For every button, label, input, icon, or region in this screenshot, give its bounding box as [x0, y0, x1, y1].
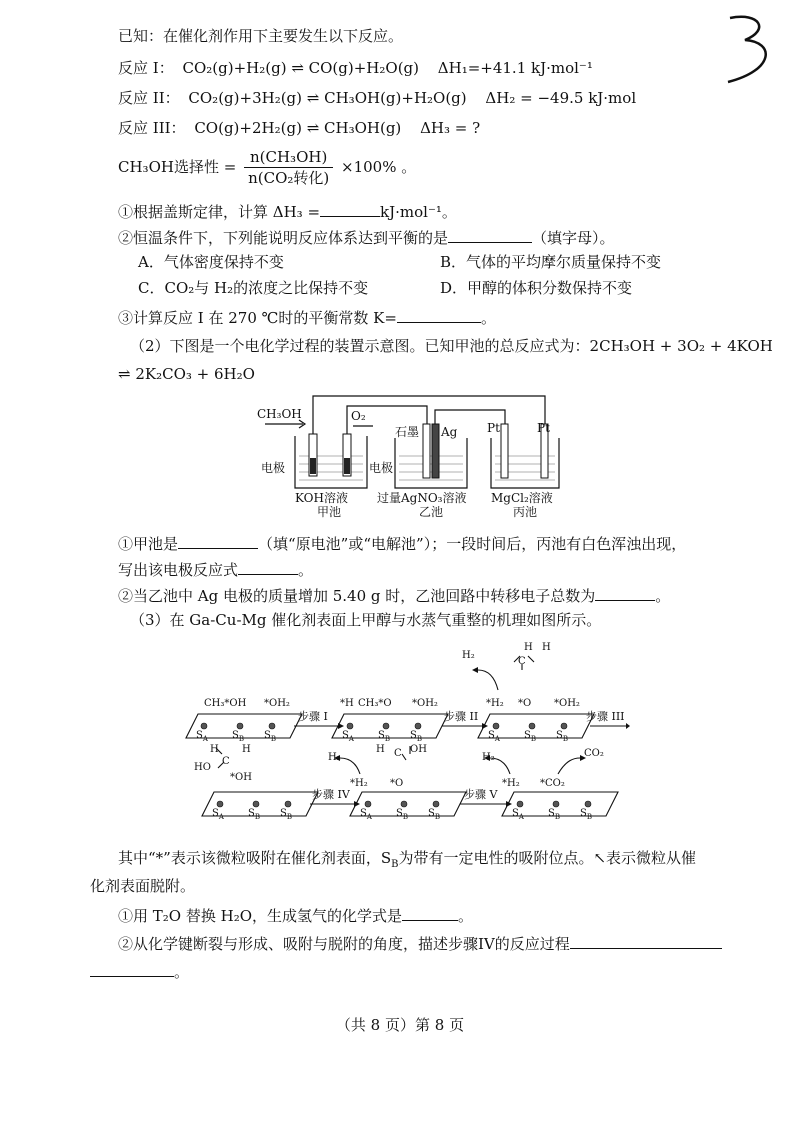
svg-text:SA: $S_A$ — [512, 808, 524, 821]
svg-text:*OH₂: *OH₂ — [264, 698, 290, 709]
svg-text:H: H — [524, 642, 533, 653]
svg-text:SB: $S_B$ — [280, 808, 293, 821]
reaction-3: 反应 III： CO(g)+2H₂(g) ⇌ CH₃OH(g) ΔH₃ = ? — [118, 119, 481, 137]
svg-text:H₂: H₂ — [462, 650, 475, 661]
svg-text:H₂: H₂ — [482, 752, 495, 763]
svg-text:H: H — [210, 744, 219, 755]
svg-text:C: C — [394, 748, 402, 759]
svg-text:SB: $S_B$ — [556, 730, 569, 743]
svg-text:SB: $S_B$ — [248, 808, 261, 821]
svg-text:C: C — [222, 756, 230, 767]
label-pool3-solution: MgCl₂溶液 — [491, 491, 553, 505]
svg-text:*OH₂: *OH₂ — [412, 698, 438, 709]
label-ag: Ag — [441, 425, 458, 439]
question-2-1: ①甲池是 （填“原电池”或“电解池”）；一段时间后，丙池有白色浑浊出现， — [118, 532, 686, 554]
question-1-3: ③计算反应 I 在 270 ℃时的平衡常数 K= 。 — [118, 306, 496, 328]
svg-text:SB: $S_B$ — [264, 730, 277, 743]
svg-text:*H: *H — [340, 698, 354, 709]
step-3-label: 步骤 III — [586, 710, 625, 723]
svg-text:*H₂: *H₂ — [486, 698, 504, 709]
mechanism-diagram — [180, 634, 630, 834]
svg-text:SA: $S_A$ — [360, 808, 372, 821]
label-pool2-name: 乙池 — [419, 505, 444, 519]
svg-text:*H₂: *H₂ — [502, 778, 520, 789]
svg-text:H: H — [242, 744, 251, 755]
svg-text:SB: $S_B$ — [580, 808, 593, 821]
svg-text:SA: $S_A$ — [212, 808, 224, 821]
option-d: D．甲醇的体积分数保持不变 — [440, 279, 633, 297]
label-graphite: 石墨 — [395, 425, 420, 439]
question-1-1: ①根据盖斯定律，计算 ΔH₃ = kJ·mol⁻¹。 — [118, 200, 457, 222]
selectivity-numerator: n(CH₃OH) — [244, 147, 333, 168]
svg-text:*CO₂: *CO₂ — [540, 778, 565, 789]
question-3-2-cont: 。 — [90, 960, 189, 982]
svg-text:H: H — [542, 642, 551, 653]
label-pool1-solution: KOH溶液 — [295, 491, 348, 505]
selectivity-formula: CH₃OH选择性 = $\frac{\text{n(CH₃OH)}}{\text{n(CO₂转化)}}$ ×100% 。 — [118, 147, 417, 187]
svg-text:CH₃*O: CH₃*O — [358, 698, 392, 709]
svg-text:SB: $S_B$ — [524, 730, 537, 743]
label-pt-left: Pt — [487, 421, 500, 435]
svg-text:SB: $S_B$ — [396, 808, 409, 821]
svg-text:SB: $S_B$ — [378, 730, 391, 743]
page-footer: （共 8 页）第 8 页 — [335, 1016, 465, 1034]
question-3-note-2: 化剂表面脱附。 — [90, 877, 196, 895]
label-ch3oh: CH₃OH — [257, 407, 302, 421]
label-pt-right: Pt — [537, 421, 550, 435]
option-c: C．CO₂与 H₂的浓度之比保持不变 — [138, 279, 369, 297]
question-3-intro: （3）在 Ga-Cu-Mg 催化剂表面上甲醇与水蒸气重整的机理如图所示。 — [130, 611, 602, 629]
svg-text:CO₂: CO₂ — [584, 748, 604, 759]
label-electrode-left: 电极 — [261, 461, 286, 475]
step-4-label: 步骤 IV — [312, 788, 350, 801]
svg-text:*O: *O — [518, 698, 532, 709]
question-3-1: ①用 T₂O 替换 H₂O，生成氢气的化学式是 。 — [118, 904, 473, 926]
svg-text:SA: $S_A$ — [196, 730, 208, 743]
step-5-label: 步骤 V — [464, 788, 498, 801]
svg-text:SB: $S_B$ — [232, 730, 245, 743]
reaction-1: 反应 I： CO₂(g)+H₂(g) ⇌ CO(g)+H₂O(g) ΔH₁=+41.1 kJ·mol⁻¹ — [118, 59, 593, 77]
svg-text:CH₃*OH: CH₃*OH — [204, 698, 247, 709]
label-pool2-solution: 过量AgNO₃溶液 — [377, 491, 467, 505]
svg-text:SB: $S_B$ — [410, 730, 423, 743]
question-3-note-1: 其中“*”表示该微粒吸附在催化剂表面，$S_B$为带有一定电性的吸附位点。↖表示微粒从催 — [118, 849, 697, 870]
question-1-2: ②恒温条件下，下列能说明反应体系达到平衡的是 （填字母）。 — [118, 226, 615, 248]
svg-text:SA: $S_A$ — [342, 730, 354, 743]
question-3-2: ②从化学键断裂与形成、吸附与脱附的角度，描述步骤IV的反应过程 — [118, 932, 722, 954]
svg-text:SA: $S_A$ — [488, 730, 500, 743]
question-2-intro-cont: ⇌ 2K₂CO₃ + 6H₂O — [118, 365, 255, 383]
svg-text:*OH: *OH — [230, 772, 252, 783]
option-a: A．气体密度保持不变 — [138, 253, 284, 271]
svg-text:C: C — [518, 656, 526, 667]
question-2-2: ②当乙池中 Ag 电极的质量增加 5.40 g 时，乙池回路中转移电子总数为 。 — [118, 584, 670, 606]
svg-text:OH: OH — [410, 744, 427, 755]
reaction-2: 反应 II： CO₂(g)+3H₂(g) ⇌ CH₃OH(g)+H₂O(g) ΔH₂ = −49.5 kJ·mol — [118, 89, 637, 107]
svg-text:HO: HO — [194, 762, 211, 773]
known-intro: 已知：在催化剂作用下主要发生以下反应。 — [118, 27, 404, 45]
electrochemistry-apparatus — [255, 388, 565, 520]
svg-text:SB: $S_B$ — [548, 808, 561, 821]
label-o2: O₂ — [351, 409, 366, 423]
svg-text:H₂: H₂ — [328, 752, 341, 763]
svg-text:*O: *O — [390, 778, 404, 789]
label-pool1-name: 甲池 — [317, 505, 342, 519]
svg-text:*H₂: *H₂ — [350, 778, 368, 789]
label-electrode-right: 电极 — [369, 461, 394, 475]
svg-text:*OH₂: *OH₂ — [554, 698, 580, 709]
step-1-label: 步骤 I — [298, 710, 328, 723]
label-pool3-name: 丙池 — [513, 505, 538, 519]
question-2-intro: （2）下图是一个电化学过程的装置示意图。已知甲池的总反应式为：2CH₃OH + 3O₂ + 4KOH — [130, 337, 773, 355]
question-2-1-cont: 写出该电极反应式 。 — [118, 558, 313, 580]
selectivity-denominator: n(CO₂转化) — [248, 168, 330, 187]
option-b: B．气体的平均摩尔质量保持不变 — [440, 253, 662, 271]
svg-text:H: H — [376, 744, 385, 755]
handwritten-mark — [720, 10, 780, 90]
step-2-label: 步骤 II — [444, 710, 479, 723]
svg-text:SB: $S_B$ — [428, 808, 441, 821]
